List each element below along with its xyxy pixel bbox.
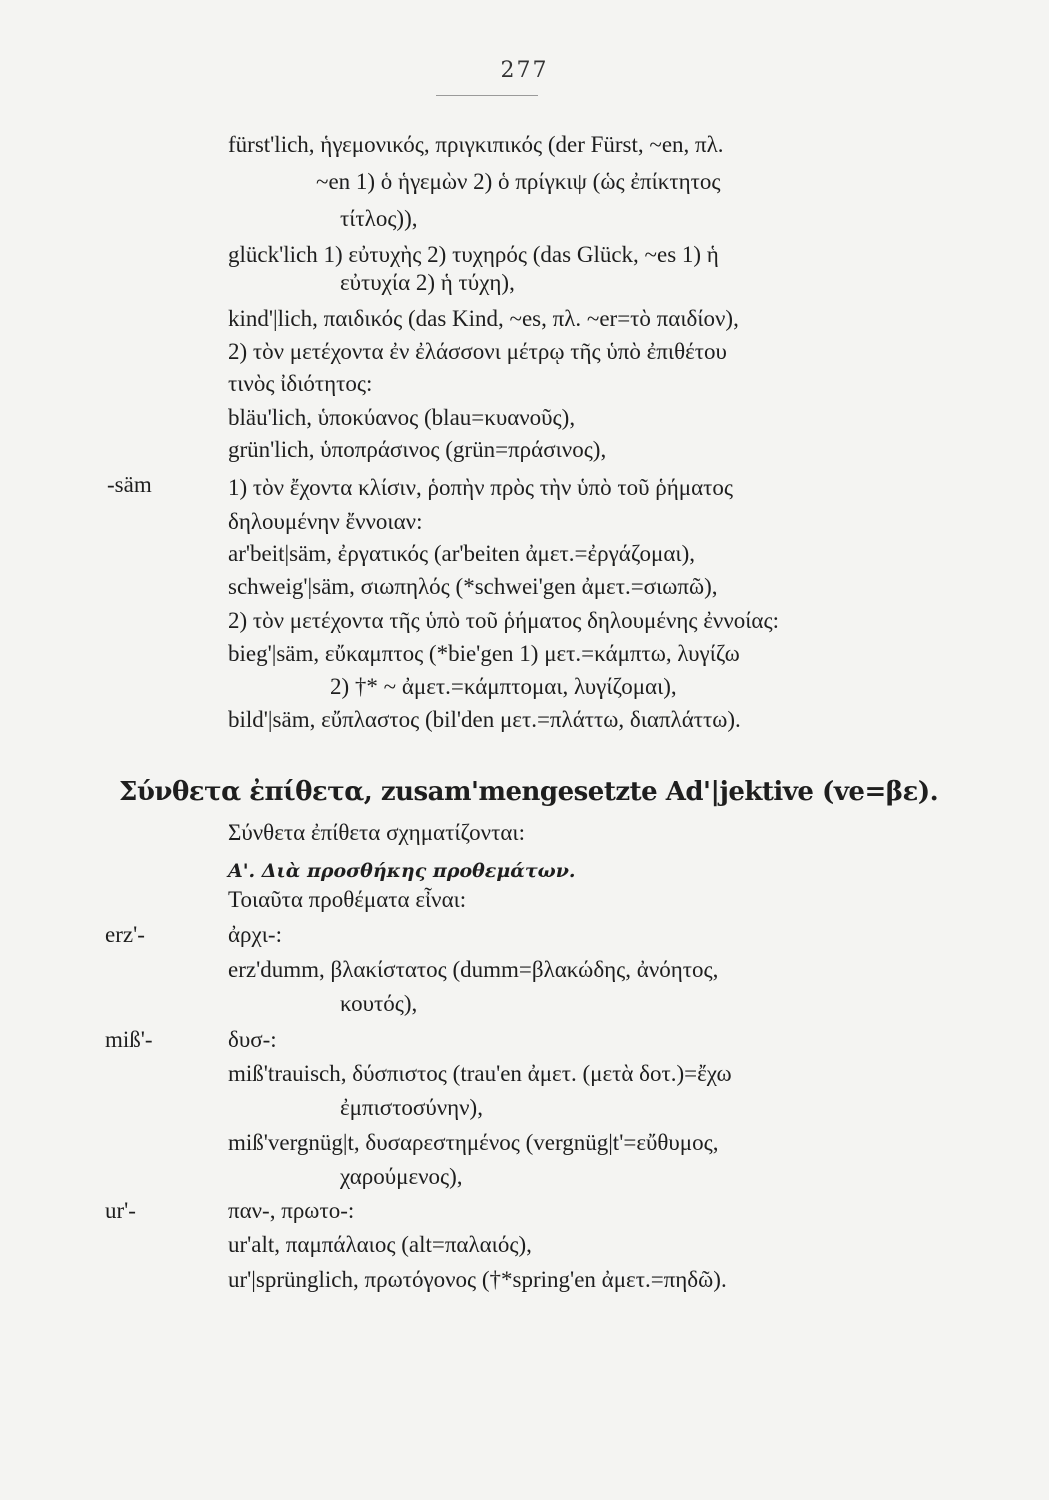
text-line: 2) τὸν μετέχοντα ἐν ἐλάσσονι μέτρῳ τῆς ὑπὸ ἐπιθέτου bbox=[228, 339, 727, 364]
margin-prefix: erz'- bbox=[105, 922, 145, 947]
text-line: τίτλος)), bbox=[340, 206, 418, 231]
text-line: δυσ-: bbox=[228, 1027, 277, 1052]
page-number-rule bbox=[436, 95, 538, 96]
text-line: grün'lich, ὑποπράσινος (grün=πράσινος), bbox=[228, 437, 607, 462]
page-number: 277 bbox=[500, 58, 549, 83]
text-line: δηλουμένην ἔννοιαν: bbox=[228, 509, 423, 534]
text-line: schweig'|säm, σιωπηλός (*schwei'gen ἀμετ.=σιωπῶ), bbox=[228, 574, 718, 599]
text-line: Σύνθετα ἐπίθετα σχηματίζονται: bbox=[228, 820, 525, 845]
margin-prefix: miß'- bbox=[105, 1027, 153, 1052]
text-line: ur'|sprünglich, πρωτόγονος (†*spring'en ἀμετ.=πηδῶ). bbox=[228, 1267, 727, 1292]
text-line: παν-, πρωτο-: bbox=[228, 1198, 355, 1223]
section-heading: Σύνθετα ἐπίθετα, zusam'mengesetzte Ad'|jektive (ve=βε). bbox=[119, 777, 939, 807]
text-line: fürst'lich, ἡγεμονικός, πριγκιπικός (der Fürst, ~en, πλ. bbox=[228, 132, 724, 157]
text-line: bläu'lich, ὑποκύανος (blau=κυανοῦς), bbox=[228, 405, 576, 430]
text-line: bild'|säm, εὔπλαστος (bil'den μετ.=πλάττω, διαπλάττω). bbox=[228, 707, 741, 732]
text-line: ~en 1) ὁ ἡγεμὼν 2) ὁ πρίγκιψ (ὡς ἐπίκτητος bbox=[316, 169, 721, 194]
text-line: ἀρχι-: bbox=[228, 922, 282, 947]
text-line: ἐμπιστοσύνην), bbox=[340, 1095, 483, 1120]
text-line: 2) †* ~ ἀμετ.=κάμπτομαι, λυγίζομαι), bbox=[330, 674, 677, 699]
text-line: ur'alt, παμπάλαιος (alt=παλαιός), bbox=[228, 1232, 532, 1257]
text-line: τινὸς ἰδιότητος: bbox=[228, 371, 373, 396]
text-line: 2) τὸν μετέχοντα τῆς ὑπὸ τοῦ ῥήματος δηλουμένης ἐννοίας: bbox=[228, 608, 779, 633]
text-line: glück'lich 1) εὐτυχὴς 2) τυχηρός (das Glück, ~es 1) ἡ bbox=[228, 242, 719, 267]
text-line: miß'trauisch, δύσπιστος (trau'en ἀμετ. (μετὰ δοτ.)=ἔχω bbox=[228, 1061, 732, 1086]
margin-suffix: -säm bbox=[107, 472, 152, 497]
text-line: bieg'|säm, εὔκαμπτος (*bie'gen 1) μετ.=κάμπτω, λυγίζω bbox=[228, 641, 740, 666]
text-line: miß'vergnüg|t, δυσαρεστημένος (vergnüg|t'=εὔθυμος, bbox=[228, 1130, 719, 1155]
text-line: 1) τὸν ἔχοντα κλίσιν, ῥοπὴν πρὸς τὴν ὑπὸ τοῦ ῥήματος bbox=[228, 475, 734, 500]
text-line: ar'beit|säm, ἐργατικός (ar'beiten ἀμετ.=ἐργάζομαι), bbox=[228, 541, 695, 566]
margin-prefix: ur'- bbox=[105, 1198, 136, 1223]
text-line: kind'|lich, παιδικός (das Kind, ~es, πλ. ~er=τὸ παιδίον), bbox=[228, 306, 739, 331]
text-line: χαρούμενος), bbox=[340, 1164, 463, 1189]
text-line: Τοιαῦτα προθέματα εἶναι: bbox=[228, 887, 467, 912]
text-line: εὐτυχία 2) ἡ τύχη), bbox=[340, 270, 515, 295]
text-line: κουτός), bbox=[340, 991, 418, 1016]
subsection-heading: Α'. Διὰ προσθήκης προθεμάτων. bbox=[228, 860, 576, 882]
text-line: erz'dumm, βλακίστατος (dumm=βλακώδης, ἀνόητος, bbox=[228, 957, 719, 982]
